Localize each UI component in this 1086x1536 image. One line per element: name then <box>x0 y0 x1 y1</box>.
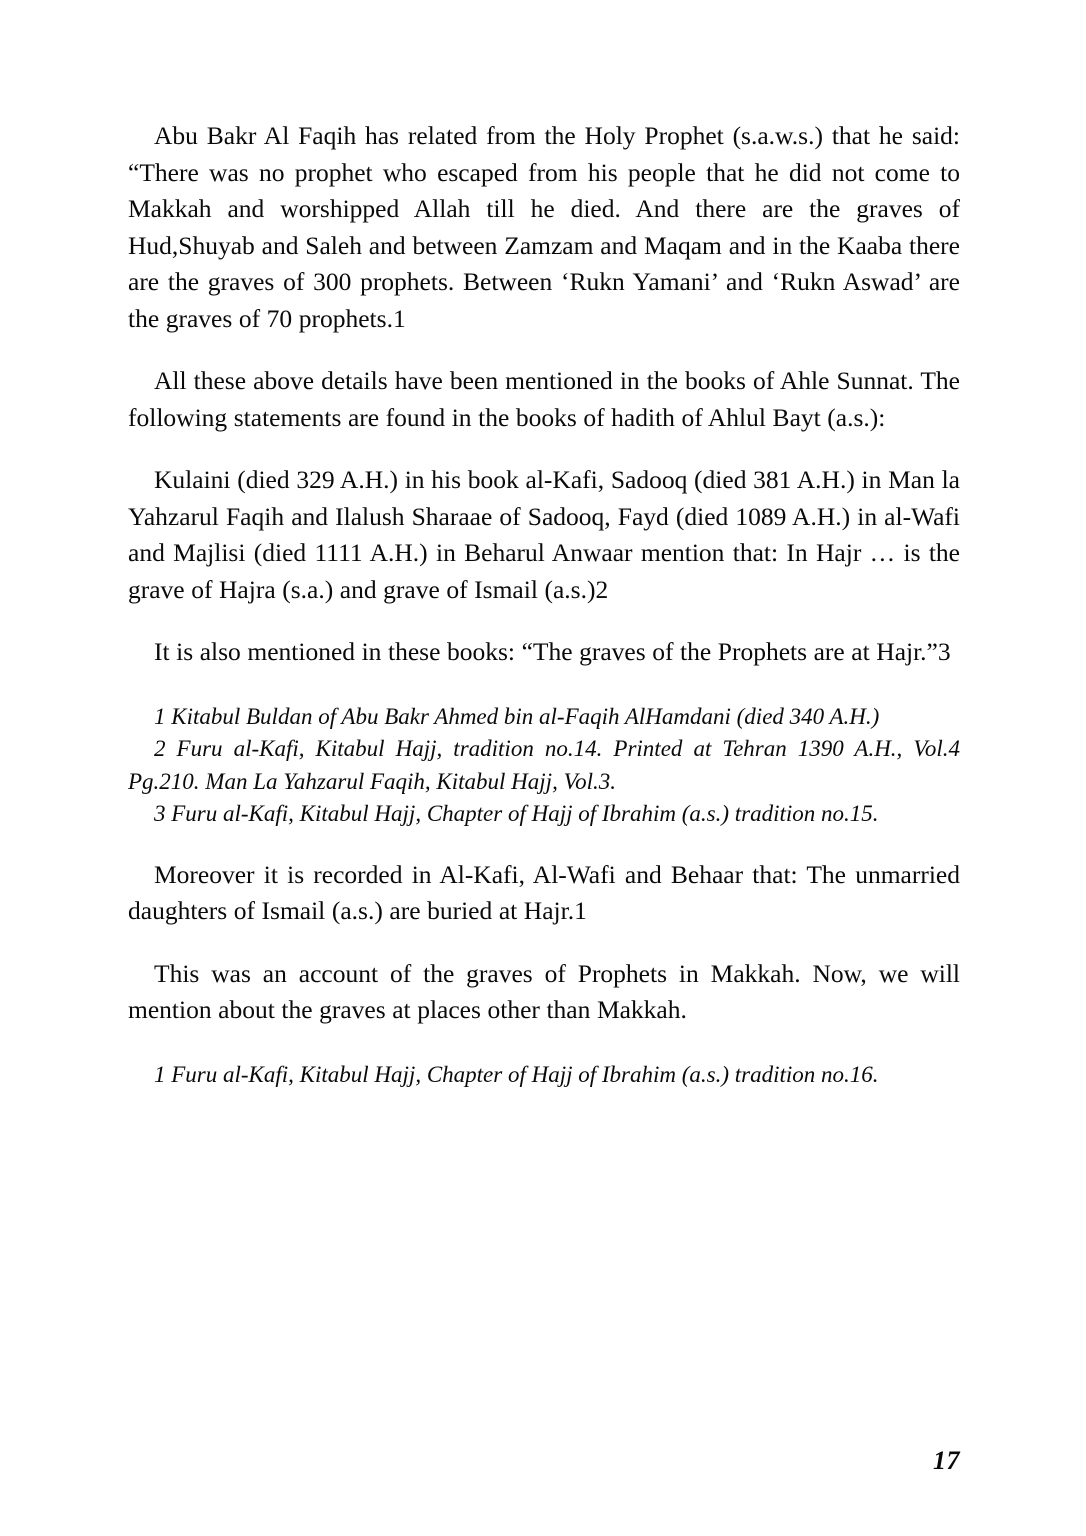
paragraph-ahle-sunnat: All these above details have been mentioned in the books of Ahle Sunnat. The following statements are found in the books of hadith of Ahlul Bayt (a.s.): <box>128 366 960 432</box>
paragraph-kulaini: Kulaini (died 329 A.H.) in his book al-Kafi, Sadooq (died 381 A.H.) in Man la Yahzarul Faqih and Ilalush Sharaae of Sadooq, Fayd (died 1089 A.H.) in al-Wafi and Majlisi (died 1111 A.H.) in Beharul Anwaar mention that: In Hajr … is the grave of Hajra (s.a.) and grave of Ismail (a.s.)2 <box>128 465 960 604</box>
footnote-2: 2 Furu al-Kafi, Kitabul Hajj, tradition no.14. Printed at Tehran 1390 A.H., Vol.4 Pg.210. Man La Yahzarul Faqih, Kitabul Hajj, Vol.3. <box>128 736 960 794</box>
paragraph-this-was-an-account: This was an account of the graves of Prophets in Makkah. Now, we will mention about the graves at places other than Makkah. <box>128 958 960 1024</box>
footnote-block-upper <box>128 701 960 831</box>
footnote-1-bottom: 1 Furu al-Kafi, Kitabul Hajj, Chapter of Hajj of Ibrahim (a.s.) tradition no.16. <box>154 1061 879 1087</box>
paragraph-abu-bakr: Abu Bakr Al Faqih has related from the Holy Prophet (s.a.w.s.) that he said: “There was no prophet who escaped from his people that he did not come to Makkah and worshipped Allah till he died. And there are the graves of Hud,Shuyab and Saleh and between Zamzam and Maqam and in the Kaaba there are the graves of 300 prophets. Between ‘Rukn Yamani’ and ‘Rukn Aswad’ are the graves of 70 prophets.1 <box>128 121 960 333</box>
paragraph-moreover: Moreover it is recorded in Al-Kafi, Al-Wafi and Behaar that: The unmarried daughters of Ismail (a.s.) are buried at Hajr.1 <box>128 859 960 925</box>
text-column <box>128 118 960 1117</box>
page-number: 17 <box>933 1446 960 1475</box>
footnote-block-lower <box>128 1059 960 1092</box>
footnote-1: 1 Kitabul Buldan of Abu Bakr Ahmed bin al-Faqih AlHamdani (died 340 A.H.) <box>154 703 880 729</box>
footnote-3: 3 Furu al-Kafi, Kitabul Hajj, Chapter of Hajj of Ibrahim (a.s.) tradition no.15. <box>154 801 879 826</box>
paragraph-also-mentioned: It is also mentioned in these books: “The graves of the Prophets are at Hajr.”3 <box>154 637 951 666</box>
